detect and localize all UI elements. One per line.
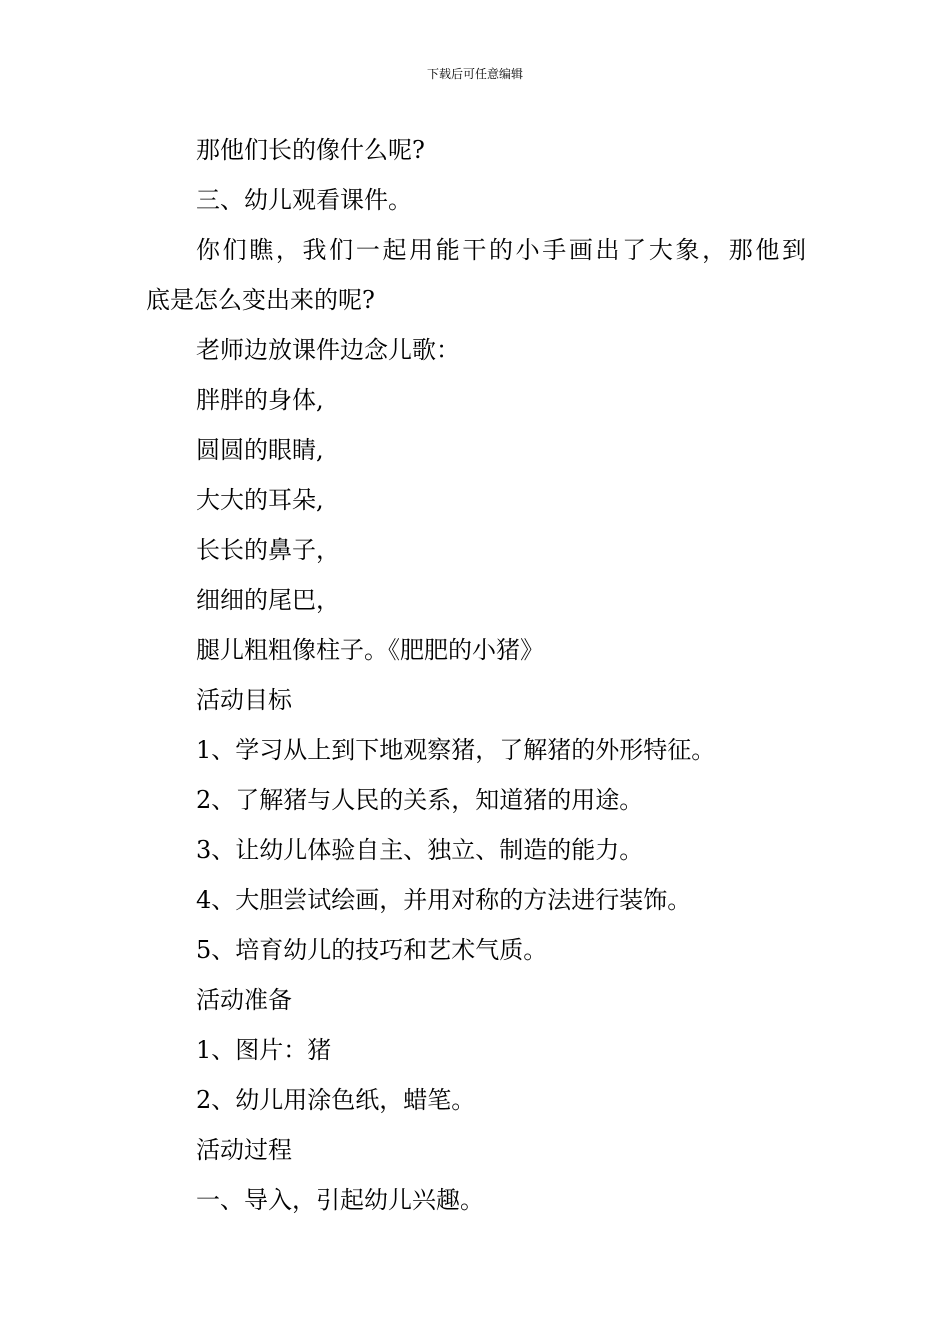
section-heading: 活动准备: [196, 986, 292, 1014]
rhyme-line: 细细的尾巴，: [196, 586, 340, 614]
rhyme-line: 腿儿粗粗像柱子。《肥肥的小猪》: [196, 636, 544, 664]
rhyme-line: 胖胖的身体,: [196, 386, 324, 414]
paragraph-line: 那他们长的像什么呢?: [196, 136, 425, 164]
list-item: 2、了解猪与人民的关系，知道猪的用途。: [196, 786, 644, 814]
paragraph-line: 老师边放课件边念儿歌：: [196, 336, 460, 364]
section-heading: 三、幼儿观看课件。: [196, 186, 412, 214]
paragraph-line: 你们瞧，我们一起用能干的小手画出了大象，那他到: [196, 236, 806, 264]
list-item: 5、培育幼儿的技巧和艺术气质。: [196, 936, 548, 964]
section-heading: 活动目标: [196, 686, 292, 714]
rhyme-line: 大大的耳朵,: [196, 486, 324, 514]
page-header: 下载后可任意编辑: [426, 67, 523, 81]
list-item: 3、让幼儿体验自主、独立、制造的能力。: [196, 836, 644, 864]
paragraph-line: 底是怎么变出来的呢?: [146, 286, 375, 314]
paragraph-line: 一、导入，引起幼儿兴趣。: [196, 1186, 484, 1214]
section-heading: 活动过程: [196, 1136, 292, 1164]
list-item: 1、图片：猪: [196, 1036, 332, 1064]
rhyme-line: 圆圆的眼睛,: [196, 436, 324, 464]
list-item: 4、大胆尝试绘画，并用对称的方法进行装饰。: [196, 886, 692, 914]
document-body: [146, 125, 806, 1225]
rhyme-line: 长长的鼻子，: [196, 536, 340, 564]
list-item: 1、学习从上到下地观察猪，了解猪的外形特征。: [196, 736, 716, 764]
list-item: 2、幼儿用涂色纸，蜡笔。: [196, 1086, 476, 1114]
